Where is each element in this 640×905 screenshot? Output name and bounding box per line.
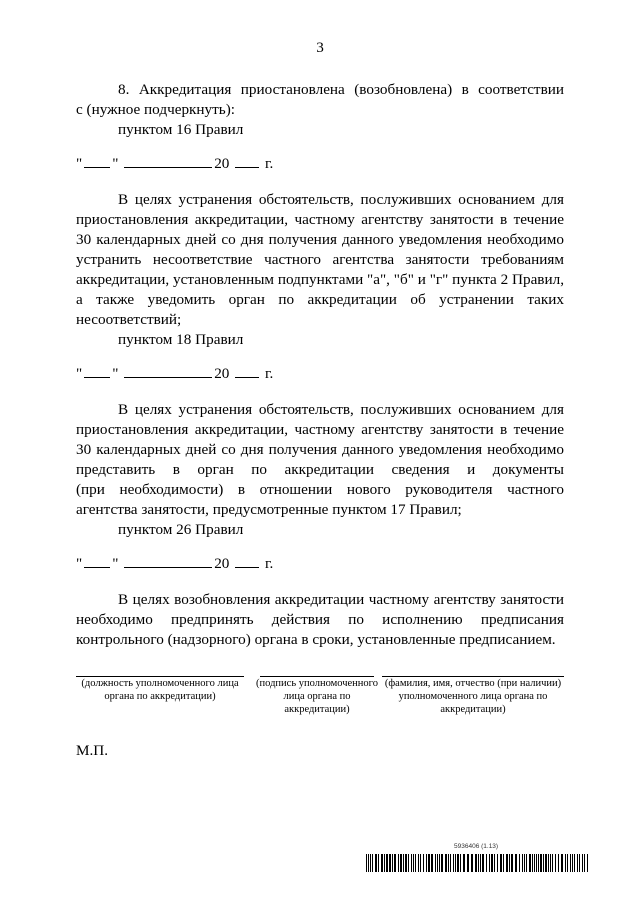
barcode-bar: [526, 854, 527, 872]
barcode-bar: [534, 854, 535, 872]
date-line-18: [76, 363, 273, 384]
item18-line-2: приостановления аккредитации, частному агентству занятости в течение: [76, 421, 564, 438]
item16-line-2: приостановления аккредитации, частному агентству занятости в течение: [76, 211, 564, 228]
date-quote-close: ": [112, 365, 119, 382]
barcode-bar: [435, 854, 436, 872]
barcode-bar: [519, 854, 520, 872]
barcode-bar: [565, 854, 566, 872]
barcode-bar: [455, 854, 456, 872]
barcode-bar: [529, 854, 531, 872]
barcode-bar: [439, 854, 440, 872]
barcode-bar: [497, 854, 498, 872]
date-quote-open: ": [76, 365, 83, 382]
date-quote-close: ": [112, 155, 119, 172]
barcode-bar: [375, 854, 377, 872]
barcode-bar: [378, 854, 379, 872]
rule-ref-26: пунктом 26 Правил: [118, 521, 244, 538]
section8-line2: с (нужное подчеркнуть):: [76, 101, 235, 118]
barcode-bar: [445, 854, 447, 872]
item18-line-4: представить в орган по аккредитации сведения и документы: [76, 461, 564, 478]
item16-line-7: несоответствий;: [76, 311, 182, 328]
barcode-bar: [392, 854, 393, 872]
barcode-bar: [471, 854, 473, 872]
barcode-bar: [579, 854, 580, 872]
barcode-bar: [500, 854, 502, 872]
barcode-bar: [482, 854, 484, 872]
item16-line-3: 30 календарных дней со дня получения данного уведомления необходимо: [76, 231, 564, 248]
barcode-bar: [411, 854, 412, 872]
barcode-bar: [480, 854, 481, 872]
barcode-bar: [448, 854, 449, 872]
date-quote-close: ": [112, 555, 119, 572]
barcode-bar: [408, 854, 409, 872]
page-number: 3: [316, 39, 324, 56]
item18-line-6: агентства занятости, предусмотренные пунктом 17 Правил;: [76, 501, 462, 518]
rule-ref-18: пунктом 18 Правил: [118, 331, 244, 348]
barcode-bar: [403, 854, 404, 872]
item26-line-2: необходимо предпринять действия по исполнению предписания: [76, 611, 564, 628]
barcode-bar: [428, 854, 430, 872]
barcode-bar: [582, 854, 583, 872]
barcode-bar: [370, 854, 371, 872]
barcode-bar: [545, 854, 547, 872]
item16-line-4: устранить несоответствие частного агентства занятости требованиям: [76, 251, 564, 268]
item16-line-5: аккредитации, установленным подпунктами "а", "б" и "г" пункта 2 Правил,: [76, 271, 564, 288]
date-suffix: г.: [264, 155, 274, 172]
barcode-bar: [437, 854, 438, 872]
barcode-bar: [426, 854, 427, 872]
barcode-bar: [548, 854, 549, 872]
barcode-bar: [400, 854, 402, 872]
barcode-bar: [506, 854, 508, 872]
barcode-bar: [384, 854, 385, 872]
barcode-bar: [561, 854, 563, 872]
barcode: [366, 854, 588, 872]
item26-line-3: контрольного (надзорного) органа в сроки, установленные предписанием.: [76, 631, 556, 648]
full-name-caption: (фамилия, имя, отчество (при наличии) уполномоченного лица органа по аккредитации): [384, 678, 562, 715]
stamp-place: М.П.: [76, 742, 109, 759]
barcode-bar: [552, 854, 553, 872]
barcode-bar: [386, 854, 388, 872]
barcode-bar: [415, 854, 416, 872]
barcode-bar: [398, 854, 399, 872]
barcode-bar: [453, 854, 454, 872]
barcode-bar: [584, 854, 585, 872]
barcode-bar: [389, 854, 391, 872]
position-caption: (должность уполномоченного лица органа по аккредитации): [81, 678, 239, 702]
date-line-16: [76, 153, 273, 174]
barcode-bar: [577, 854, 578, 872]
signature-caption: (подпись уполномоченного лица органа по аккредитации): [256, 678, 378, 715]
barcode-bar: [489, 854, 490, 872]
barcode-bar: [381, 854, 383, 872]
date-line-26: [76, 553, 273, 574]
barcode-bar: [543, 854, 544, 872]
barcode-bar: [558, 854, 559, 872]
item18-line-3: 30 календарных дней со дня получения данного уведомления необходимо: [76, 441, 564, 458]
item16-line-1: В целях устранения обстоятельств, послуживших основанием для: [118, 191, 564, 208]
barcode-bar: [555, 854, 556, 872]
date-suffix: г.: [264, 555, 274, 572]
barcode-bar: [532, 854, 533, 872]
rule-ref-16: пунктом 16 Правил: [118, 121, 244, 138]
barcode-bar: [524, 854, 525, 872]
item16-line-6: а также уведомить орган по аккредитации об устранении таких: [76, 291, 564, 308]
barcode-bar: [478, 854, 479, 872]
barcode-bar: [515, 854, 517, 872]
barcode-bar: [511, 854, 513, 872]
barcode-bar: [431, 854, 433, 872]
barcode-bar: [503, 854, 504, 872]
barcode-bar: [405, 854, 407, 872]
item18-line-5: (при необходимости) в отношении нового руководителя частного: [76, 481, 564, 498]
barcode-bar: [475, 854, 477, 872]
barcode-bar: [413, 854, 414, 872]
barcode-bar: [467, 854, 469, 872]
date-year: 20: [214, 365, 230, 382]
date-quote-open: ": [76, 555, 83, 572]
barcode-bar: [540, 854, 542, 872]
barcode-bar: [572, 854, 573, 872]
barcode-bar: [486, 854, 487, 872]
section8-line1: 8. Аккредитация приостановлена (возобновлена) в соответствии: [118, 81, 564, 98]
barcode-bar: [423, 854, 424, 872]
barcode-bar: [491, 854, 493, 872]
date-quote-open: ": [76, 155, 83, 172]
item18-line-1: В целях устранения обстоятельств, послуживших основанием для: [118, 401, 564, 418]
barcode-bar: [494, 854, 495, 872]
barcode-bar: [441, 854, 443, 872]
date-suffix: г.: [264, 365, 274, 382]
barcode-bar: [450, 854, 451, 872]
barcode-bar: [418, 854, 419, 872]
barcode-bar: [366, 854, 367, 872]
barcode-bar: [509, 854, 510, 872]
barcode-bar: [522, 854, 523, 872]
item26-line-1: В целях возобновления аккредитации частному агентству занятости: [118, 591, 564, 608]
barcode-bar: [460, 854, 461, 872]
barcode-bar: [570, 854, 571, 872]
barcode-number: 5936406 (1.13): [454, 843, 499, 850]
date-year: 20: [214, 555, 230, 572]
barcode-bar: [567, 854, 568, 872]
barcode-bar: [587, 854, 588, 872]
barcode-bar: [538, 854, 539, 872]
barcode-bar: [457, 854, 459, 872]
barcode-bar: [536, 854, 537, 872]
barcode-bar: [394, 854, 396, 872]
barcode-bar: [372, 854, 373, 872]
barcode-bar: [550, 854, 551, 872]
barcode-bar: [420, 854, 421, 872]
date-year: 20: [214, 155, 230, 172]
barcode-bar: [463, 854, 465, 872]
barcode-bar: [574, 854, 575, 872]
barcode-bar: [368, 854, 369, 872]
